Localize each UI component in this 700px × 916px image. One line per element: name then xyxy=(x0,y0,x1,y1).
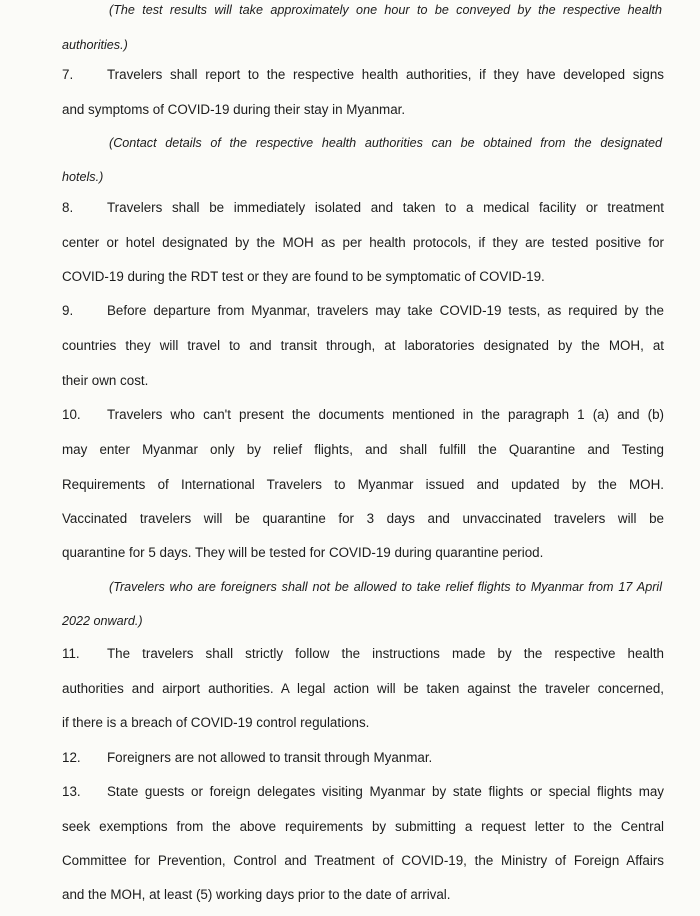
paragraph-text: State guests or foreign delegates visiting Myanmar by state flights or special flights may xyxy=(107,784,664,799)
paragraph-9 xyxy=(62,302,664,320)
note-line: (The test results will take approximately one hour to be conveyed by the respective health xyxy=(109,3,662,17)
paragraph-text: Travelers shall report to the respective health authorities, if they have developed signs xyxy=(107,67,664,82)
paragraph-8 xyxy=(62,199,664,217)
note-line: (Travelers who are foreigners shall not be allowed to take relief flights to Myanmar from 17 April xyxy=(109,580,662,594)
paragraph-line: their own cost. xyxy=(62,373,149,388)
paragraph-line: Vaccinated travelers will be quarantine for 3 days and unvaccinated travelers will be xyxy=(62,511,664,526)
paragraph-number: 12. xyxy=(62,750,81,765)
note-line: hotels.) xyxy=(62,170,104,184)
paragraph-text: The travelers shall strictly follow the instructions made by the respective health xyxy=(107,646,664,661)
paragraph-10 xyxy=(62,406,664,424)
paragraph-line: quarantine for 5 days. They will be tested for COVID-19 during quarantine period. xyxy=(62,545,544,560)
paragraph-line: center or hotel designated by the MOH as per health protocols, if they are tested positive for xyxy=(62,235,664,250)
paragraph-number: 13. xyxy=(62,784,81,799)
paragraph-text: Foreigners are not allowed to transit through Myanmar. xyxy=(107,750,433,765)
paragraph-number: 9. xyxy=(62,303,74,318)
paragraph-line: if there is a breach of COVID-19 control regulations. xyxy=(62,715,370,730)
paragraph-11 xyxy=(62,645,664,663)
note-line: authorities.) xyxy=(62,38,128,52)
paragraph-13 xyxy=(62,783,664,801)
paragraph-text: Before departure from Myanmar, travelers may take COVID-19 tests, as required by the xyxy=(107,303,664,318)
paragraph-line: may enter Myanmar only by relief flights, and shall fulfill the Quarantine and Testing xyxy=(62,442,664,457)
paragraph-line: authorities and airport authorities. A legal action will be taken against the traveler concerned, xyxy=(62,681,664,696)
paragraph-text: Travelers who can't present the documents mentioned in the paragraph 1 (a) and (b) xyxy=(107,407,664,422)
paragraph-12 xyxy=(62,749,664,767)
paragraph-line: Requirements of International Travelers to Myanmar issued and updated by the MOH. xyxy=(62,477,664,492)
paragraph-number: 10. xyxy=(62,407,81,422)
paragraph-line: seek exemptions from the above requirements by submitting a request letter to the Central xyxy=(62,819,664,834)
paragraph-number: 7. xyxy=(62,67,74,82)
paragraph-number: 11. xyxy=(62,646,80,661)
paragraph-text: Travelers shall be immediately isolated and taken to a medical facility or treatment xyxy=(107,200,664,215)
paragraph-line: COVID-19 during the RDT test or they are found to be symptomatic of COVID-19. xyxy=(62,269,545,284)
paragraph-line: and the MOH, at least (5) working days prior to the date of arrival. xyxy=(62,887,451,902)
note-line: (Contact details of the respective health authorities can be obtained from the designated xyxy=(109,136,662,150)
paragraph-7 xyxy=(62,66,664,84)
paragraph-number: 8. xyxy=(62,200,74,215)
paragraph-line: Committee for Prevention, Control and Treatment of COVID-19, the Ministry of Foreign Affairs xyxy=(62,853,664,868)
note-line: 2022 onward.) xyxy=(62,614,143,628)
paragraph-line: countries they will travel to and transit through, at laboratories designated by the MOH, at xyxy=(62,338,664,353)
paragraph-line: and symptoms of COVID-19 during their stay in Myanmar. xyxy=(62,102,406,117)
